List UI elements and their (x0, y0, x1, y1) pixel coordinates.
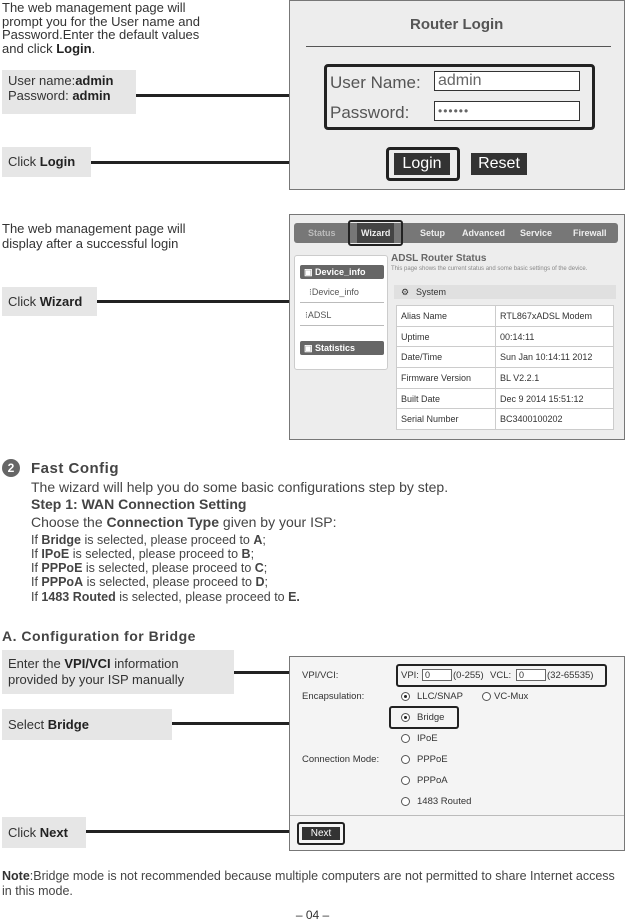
username-label: User Name: (330, 73, 421, 92)
table-row: Uptime 00:14:11 (397, 326, 614, 347)
nav-wizard[interactable]: Wizard (357, 223, 394, 243)
vpi-input[interactable]: 0 (422, 669, 452, 681)
wan-config-panel (289, 656, 625, 851)
bridge-label: Bridge (417, 712, 445, 723)
llc-snap-label: LLC/SNAP (417, 691, 463, 702)
password-input[interactable]: •••••• (434, 101, 580, 121)
router-status-panel (289, 214, 625, 440)
click-login-callout: Click Login (2, 147, 91, 177)
side-divider (300, 325, 384, 326)
side-head-device-info[interactable]: ▣ Device_info (300, 265, 384, 279)
table-row: Built Date Dec 9 2014 15:51:12 (397, 388, 614, 409)
click-next-callout: Click Next (2, 817, 86, 848)
condition-pppoe: If PPPoE is selected, please proceed to C; (31, 561, 268, 575)
password-label: Password: (330, 103, 410, 122)
encapsulation-label: Encapsulation: (302, 691, 365, 702)
step-title: Step 1: WAN Connection Setting (31, 496, 247, 512)
condition-ipoe: If IPoE is selected, please proceed to B; (31, 547, 255, 561)
login-divider (306, 46, 611, 47)
next-pointer-line (86, 830, 298, 833)
vpi-range: (0-255) (453, 670, 484, 681)
radio-1483-routed[interactable] (401, 797, 410, 806)
next-button[interactable]: Next (302, 827, 340, 840)
login-button[interactable]: Login (394, 153, 450, 175)
connection-mode-label: Connection Mode: (302, 754, 380, 765)
condition-1483-routed: If 1483 Routed is selected, please proceed to E. (31, 590, 300, 604)
condition-bridge: If Bridge is selected, please proceed to A; (31, 533, 266, 547)
wizard-highlight (348, 220, 403, 246)
reset-button[interactable]: Reset (471, 153, 527, 175)
login-title: Router Login (410, 16, 504, 33)
intro-status-text: The web management page will display after a successful login (2, 221, 186, 251)
nav-firewall[interactable]: Firewall (573, 228, 607, 238)
form-divider (290, 815, 624, 816)
nav-setup[interactable]: Setup (420, 228, 446, 238)
username-input[interactable]: admin (434, 71, 580, 91)
tree-icon: ⁝ (305, 310, 308, 320)
next-highlight (297, 822, 345, 845)
vci-input[interactable]: 0 (516, 669, 546, 681)
pppoa-label: PPPoA (417, 775, 448, 786)
nav-advanced[interactable]: Advanced (462, 228, 506, 238)
side-divider (300, 302, 384, 303)
system-status-table (396, 305, 614, 430)
nav-service[interactable]: Service (520, 228, 553, 238)
ipoe-label: IPoE (417, 733, 438, 744)
vci-label: VCL: (490, 670, 512, 681)
condition-pppoa: If PPPoA is selected, please proceed to D; (31, 575, 268, 589)
section-a-title: A. Configuration for Bridge (2, 628, 196, 644)
tree-icon: ⁝ (309, 287, 312, 297)
fast-config-heading: Fast Config (31, 460, 119, 477)
menu-icon: ▣ (304, 343, 316, 353)
1483-routed-label: 1483 Routed (417, 796, 472, 807)
pppoe-label: PPPoE (417, 754, 448, 765)
click-wizard-callout: Click Wizard (2, 287, 97, 316)
vpi-label: VPI: (401, 670, 419, 681)
table-row: Firmware Version BL V2.2.1 (397, 368, 614, 389)
nav-status[interactable]: Status (308, 228, 336, 238)
side-item-adsl[interactable]: ⁝ADSL (305, 310, 332, 320)
vpi-vci-callout: Enter the VPI/VCI information provided by your ISP manually (2, 650, 234, 694)
table-row: Serial Number BC3400100202 (397, 409, 614, 430)
system-section-header: ⚙ System (394, 285, 616, 299)
menu-icon: ▣ (304, 267, 316, 277)
vc-mux-label: VC-Mux (494, 691, 529, 702)
status-subtitle: This page shows the current status and some basic settings of the device. (391, 266, 588, 272)
vpi-vci-label: VPI/VCI: (302, 670, 339, 681)
side-menu (294, 255, 388, 370)
radio-pppoa[interactable] (401, 776, 410, 785)
side-item-device-info[interactable]: ⁝Device_info (309, 287, 359, 297)
radio-bridge[interactable] (401, 713, 410, 722)
table-row: Date/Time Sun Jan 10:14:11 2012 (397, 347, 614, 368)
radio-ipoe[interactable] (401, 734, 410, 743)
side-head-statistics[interactable]: ▣ Statistics (300, 341, 384, 355)
radio-pppoe[interactable] (401, 755, 410, 764)
select-bridge-callout: Select Bridge (2, 709, 172, 740)
intro-login-text: The web management page will prompt you for the User name and Password.Enter the default values and click Login. (2, 0, 200, 56)
router-login-panel (289, 0, 625, 190)
vci-range: (32-65535) (547, 670, 594, 681)
bridge-note: Note:Bridge mode is not recommended because multiple computers are not permitted to share Internet access in this mode. (2, 869, 615, 898)
credentials-callout: User name:admin Password: admin (2, 70, 136, 114)
radio-llc-snap[interactable] (401, 692, 410, 701)
step-number-badge: 2 (2, 459, 20, 477)
gear-icon: ⚙ (401, 287, 410, 297)
status-title: ADSL Router Status (391, 253, 487, 264)
radio-vc-mux[interactable] (482, 692, 491, 701)
fast-config-description: The wizard will help you do some basic configurations step by step. (31, 479, 449, 495)
page-number: – 04 – (295, 908, 330, 922)
top-nav-bar (294, 223, 618, 243)
table-row: Alias Name RTL867xADSL Modem (397, 306, 614, 327)
choose-connection-text: Choose the Connection Type given by your ISP: (31, 514, 337, 530)
